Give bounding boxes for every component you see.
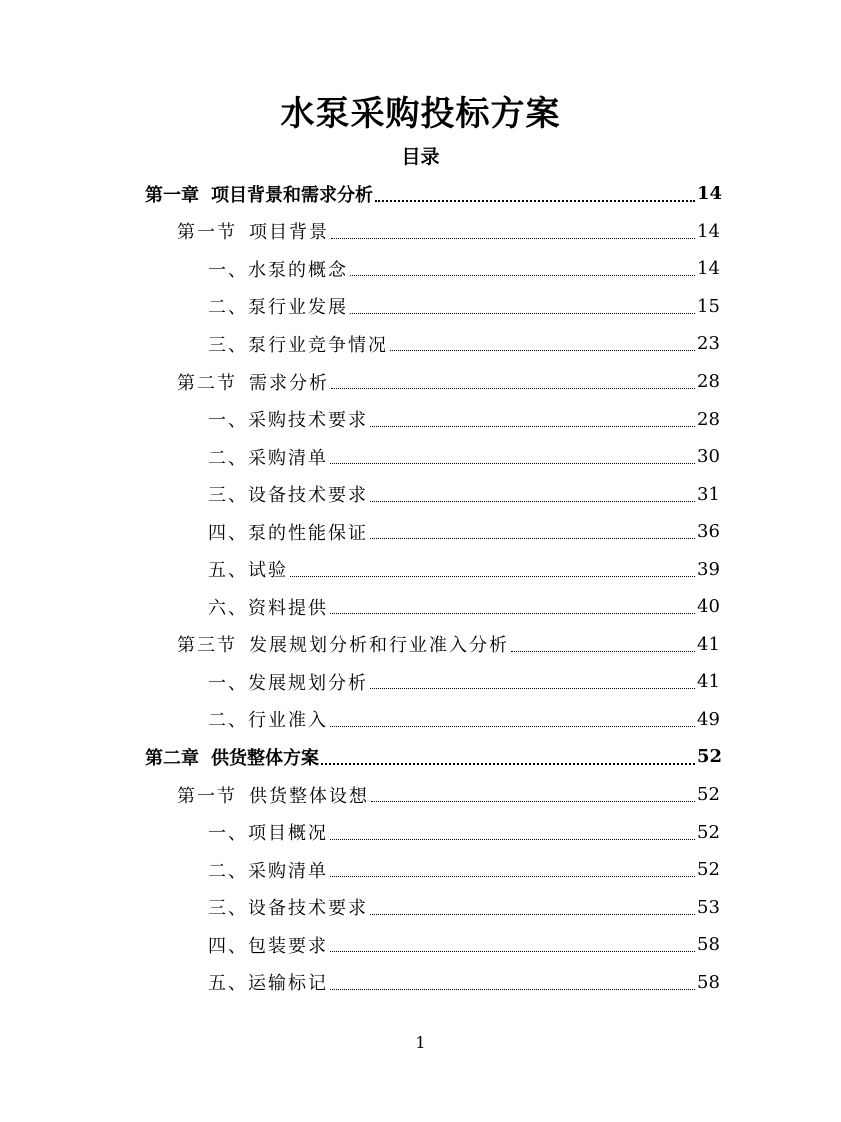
toc-entry-page: 15 (697, 295, 720, 317)
toc-entry-number: 第一章 (145, 184, 199, 206)
toc-entry[interactable] (0, 513, 841, 551)
toc-dot-leader (330, 951, 695, 952)
toc-entry-number: 四、 (208, 935, 248, 957)
toc-entry[interactable] (0, 851, 841, 889)
toc-entry[interactable] (0, 888, 841, 926)
toc-entry[interactable] (0, 325, 841, 363)
toc-entry-page: 41 (697, 633, 720, 655)
toc-entry-number: 六、 (208, 597, 248, 619)
toc-entry[interactable] (0, 813, 841, 851)
table-of-contents (0, 175, 841, 1001)
toc-entry[interactable] (0, 776, 841, 814)
toc-entry-page: 14 (697, 258, 720, 280)
toc-heading: 目录 (401, 146, 440, 168)
toc-entry-page: 49 (697, 708, 720, 730)
toc-dot-leader (370, 501, 695, 502)
toc-entry-number: 二、 (208, 297, 248, 319)
toc-entry-number: 第二章 (145, 747, 199, 769)
toc-entry-number: 第三节 (177, 635, 237, 657)
toc-entry[interactable] (0, 701, 841, 739)
toc-entry[interactable] (0, 475, 841, 513)
toc-dot-leader (350, 313, 695, 314)
toc-entry-page: 14 (697, 220, 720, 242)
toc-dot-leader (321, 763, 695, 765)
toc-entry[interactable] (0, 550, 841, 588)
toc-dot-leader (370, 426, 695, 427)
toc-entry-number: 一、 (208, 672, 248, 694)
toc-entry[interactable] (0, 738, 841, 776)
toc-dot-leader (330, 989, 695, 990)
toc-entry-page: 40 (697, 596, 720, 618)
toc-dot-leader (370, 688, 695, 689)
toc-dot-leader (331, 238, 695, 239)
toc-dot-leader (511, 651, 695, 652)
toc-entry-number: 二、 (208, 447, 248, 469)
toc-entry-title: 试验 (248, 560, 288, 582)
toc-dot-leader (350, 275, 695, 276)
toc-entry[interactable] (0, 288, 841, 326)
toc-entry-title: 项目概况 (248, 823, 328, 845)
toc-entry-number: 一、 (208, 259, 248, 281)
toc-entry[interactable] (0, 626, 841, 664)
toc-entry-title: 需求分析 (249, 372, 329, 394)
toc-entry-page: 52 (697, 784, 720, 806)
toc-entry-title: 采购技术要求 (248, 410, 368, 432)
toc-entry-page: 36 (697, 521, 720, 543)
toc-entry[interactable] (0, 926, 841, 964)
toc-dot-leader (390, 350, 695, 351)
toc-entry-page: 58 (697, 934, 720, 956)
toc-entry[interactable] (0, 963, 841, 1001)
toc-entry-page: 39 (697, 558, 720, 580)
toc-entry-page: 52 (697, 821, 720, 843)
toc-entry-number: 二、 (208, 710, 248, 732)
toc-entry[interactable] (0, 400, 841, 438)
toc-dot-leader (371, 801, 695, 802)
toc-entry-title: 采购清单 (248, 860, 328, 882)
toc-entry-number: 第一节 (177, 222, 237, 244)
toc-entry-number: 一、 (208, 823, 248, 845)
toc-entry-number: 第一节 (177, 785, 237, 807)
toc-entry-title: 发展规划分析 (248, 672, 368, 694)
page-number: 1 (415, 1033, 426, 1052)
toc-entry-number: 五、 (208, 973, 248, 995)
toc-entry-page: 31 (697, 483, 720, 505)
toc-entry-page: 58 (697, 971, 720, 993)
toc-entry-page: 41 (697, 671, 720, 693)
toc-dot-leader (330, 876, 695, 877)
document-title: 水泵采购投标方案 (280, 94, 561, 134)
toc-entry-title: 包装要求 (248, 935, 328, 957)
toc-entry-page: 14 (697, 183, 723, 205)
toc-entry-number: 三、 (208, 898, 248, 920)
toc-entry-title: 泵行业发展 (248, 297, 348, 319)
toc-entry-title: 行业准入 (248, 710, 328, 732)
toc-entry-number: 一、 (208, 410, 248, 432)
toc-entry[interactable] (0, 175, 841, 213)
toc-entry-number: 四、 (208, 522, 248, 544)
toc-entry-number: 五、 (208, 560, 248, 582)
toc-entry[interactable] (0, 213, 841, 251)
toc-dot-leader (330, 613, 695, 614)
toc-entry-title: 采购清单 (248, 447, 328, 469)
toc-entry-page: 23 (697, 333, 720, 355)
toc-entry-title: 项目背景 (249, 222, 329, 244)
toc-entry[interactable] (0, 588, 841, 626)
toc-entry-title: 泵行业竞争情况 (248, 334, 388, 356)
toc-dot-leader (290, 576, 695, 577)
toc-entry-number: 三、 (208, 485, 248, 507)
toc-entry-title: 发展规划分析和行业准入分析 (249, 635, 509, 657)
toc-entry-title: 项目背景和需求分析 (211, 184, 373, 206)
toc-entry-title: 供货整体方案 (211, 747, 319, 769)
toc-entry-page: 52 (697, 746, 723, 768)
toc-entry-title: 供货整体设想 (249, 785, 369, 807)
toc-dot-leader (330, 839, 695, 840)
toc-entry-number: 二、 (208, 860, 248, 882)
toc-entry-page: 52 (697, 859, 720, 881)
toc-dot-leader (370, 914, 695, 915)
toc-entry[interactable] (0, 438, 841, 476)
toc-entry-title: 资料提供 (248, 597, 328, 619)
toc-entry-title: 水泵的概念 (248, 259, 348, 281)
toc-entry[interactable] (0, 363, 841, 401)
toc-entry-number: 三、 (208, 334, 248, 356)
toc-dot-leader (330, 463, 695, 464)
toc-dot-leader (370, 538, 695, 539)
toc-entry-title: 泵的性能保证 (248, 522, 368, 544)
toc-entry-page: 30 (697, 446, 720, 468)
toc-entry-number: 第二节 (177, 372, 237, 394)
toc-entry-page: 53 (697, 896, 720, 918)
toc-entry-title: 设备技术要求 (248, 898, 368, 920)
toc-entry[interactable] (0, 250, 841, 288)
toc-entry-title: 设备技术要求 (248, 485, 368, 507)
toc-dot-leader (330, 726, 695, 727)
toc-entry[interactable] (0, 663, 841, 701)
toc-dot-leader (331, 388, 695, 389)
toc-entry-page: 28 (697, 371, 720, 392)
toc-dot-leader (375, 200, 695, 202)
toc-entry-title: 运输标记 (248, 973, 328, 995)
toc-entry-page: 28 (697, 408, 720, 430)
